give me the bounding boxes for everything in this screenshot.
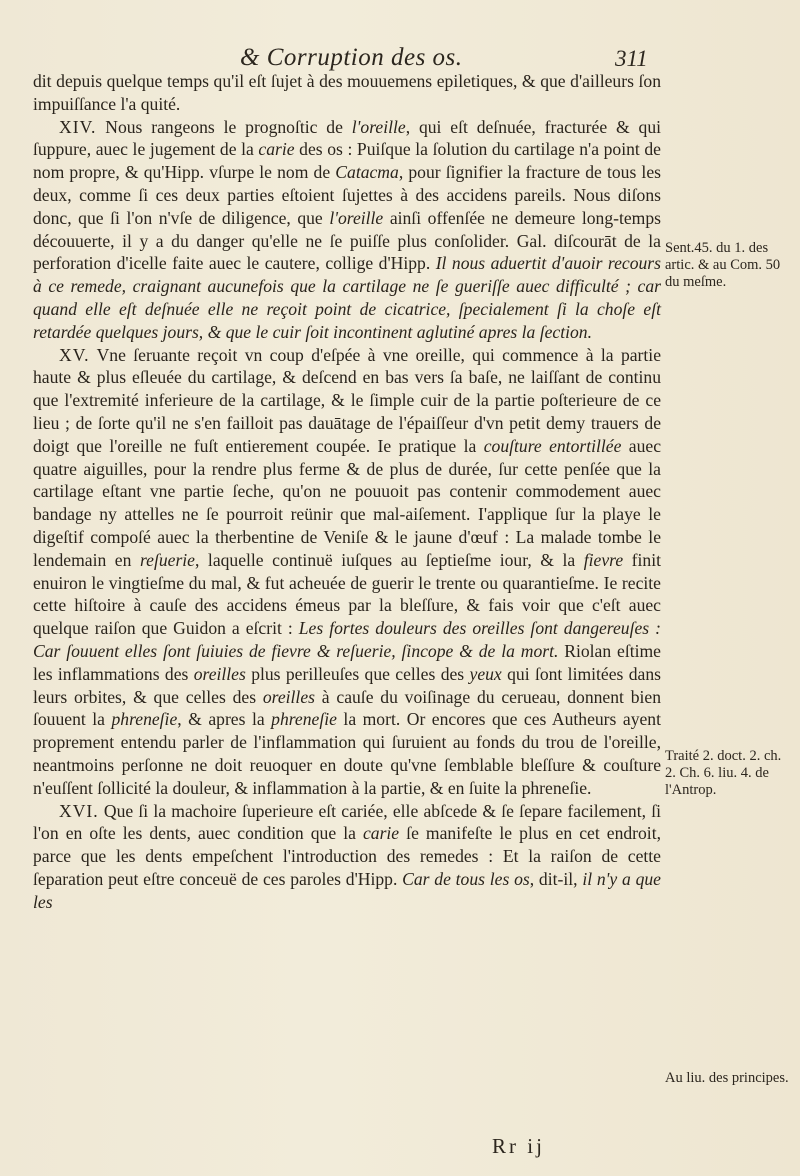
text-run: Riolan eſtime les inflammations des [33,640,661,684]
italic-quotation: Les fortes douleurs des oreilles ſont dangereuſes : Car ſouuent elles ſont ſuiuies de fievre & reſuerie, ſincope & de la mort. [33,618,662,661]
text-run: ainſi offenſée ne demeure long-temps découuerte, il y a du danger qu'elle ne ſe puiſſe plus conſolider. Gal. diſcourāt de la perforation d'icelle faite auec le cautere, collige d'Hipp. [33,207,661,274]
italic-run: phreneſie [271,709,337,730]
text-run: Nous rangeons le prognoſtic de [96,116,352,137]
text-run: plus perilleuſes que celles des [245,663,470,684]
italic-run: fievre [583,549,624,570]
italic-run: il n'y a que les [33,868,661,912]
text-run: , & apres la [177,709,272,730]
text-run: , laquelle continuë iuſques au ſeptieſme iour, & la [195,549,584,570]
text-run: à cauſe du voiſinage du cerueau, donnent bien ſouuent la [33,686,661,730]
italic-run: oreilles [262,686,315,707]
italic-run: phreneſie [111,709,178,730]
italic-run: Catacma [335,162,399,183]
signature-mark: Rr ij [492,1134,545,1158]
text-run: auec quatre aiguilles, pour la rendre plus ferme & de plus de durée, ſur cette penſée que la cartilage eſtant vne partie ſeche, qu'on ne pouuoit pas contenir commodement auec bandage ny attelles ne ſe pourroit reünir que mal-aiſement. I'applique ſur la playe le digeſtif compoſé auec la therbentine de Veniſe & le jaune d'œuf : La malade tombe le lendemain en [33,435,661,570]
italic-quotation: Il nous aduertit d'auoir recours à ce remede, craignant aucunefois que la cartilage ne ſe gueriſſe auec difficulté ; car quand elle eſt deſnuée elle ne reçoit point de cicatrice, ſpecialement ſi la choſe eſt retardée quelques jours, & que le cuir ſoit incontinent aglutiné apres la ſection. [33,253,662,342]
italic-run: Car de tous les os [402,868,530,889]
main-text [33,70,661,913]
margin-note-traite-2: Traité 2. doct. 2. ch. 2. Ch. 6. liu. 4. de l'Antrop. [665,748,782,798]
text-run: qui ſont limitées dans leurs orbites, & que celles des [33,663,661,707]
section-number: XV. [59,344,90,365]
text-run: la mort. Or encores que ces Autheurs ayent proprement entendu parler de l'inflammation qui ſuruient au fonds du trou de l'oreille, neantmoins perſonne ne doit reuoquer en doute qu'vne ſemblable bleſſure & couſture n'euſſent ſollicité la douleur, & inflammation à la partie, & en ſuite la phreneſie. [33,709,661,798]
text-run: des os : Puiſque la ſolution du cartilage n'a point de nom propre, & qu'Hipp. vſurpe le nom de [33,139,661,183]
text-run: , dit-il, [529,868,583,889]
running-title: & Corruption des os. [240,44,463,71]
italic-run: oreilles [193,663,246,684]
text-run: , qui eſt deſnuée, fracturée & qui ſuppure, auec le jugement de la [33,116,662,160]
text-run: Que ſi la machoire ſuperieure eſt cariée, elle abſcede & ſe ſepare facilement, ſi l'on en oſte les dents, auec condition que la [33,800,661,844]
section-number: XIV. [59,116,97,137]
text-run: Vne ſeruante reçoit vn coup d'eſpée à vne oreille, qui commence à la partie haute & plus eſleuée du cartilage, & deſcend en bas vers ſa baſe, ne laiſſant de continu que l'extremité inferieure de la cartilage, & le ſimple cuir de la partie poſterieure de ce lieu ; de ſorte qu'il ne s'en failloit pas dauātage de l'épaiſſeur d'vn petit demy trauers de doigt que l'oreille ne fuſt entierement coupée. Ie pratique la [33,344,661,456]
paragraph-xvi [33,800,661,914]
section-number: XVI. [59,800,99,821]
text-run: , pour ſignifier la fracture de tous les deux, comme ſi ces deux parties eſtoient ſujettes à des accidens pareils. Nous diſons donc, que ſi l'on n'vſe de diligence, que [33,162,661,228]
italic-run: l'oreille [351,116,406,137]
text-run: finit enuiron le vingtieſme du mal, & fut acheuée de guerir le trente ou quarantieſme. Ie recite cette hiſtoire à cauſe des accidens émeus par la bleſſure, & fais voir que c'eſt auec quelque raiſon que Guidon a eſcrit : [33,549,662,639]
paragraph-continuation: dit depuis quelque temps qu'il eſt ſujet à des mouuemens epiletiques, & que d'ailleurs ſon impuiſſance l'a quité. [33,71,661,114]
page-number: 311 [615,46,648,71]
italic-run: yeux [469,663,502,684]
margin-note-principes: Au liu. des principes. [665,1070,789,1086]
italic-run: couſture entortillée [483,435,622,456]
paragraph-xv [33,344,661,800]
italic-run: carie [258,139,295,160]
paragraph-xiv [33,116,661,344]
italic-run: reſuerie [139,549,195,570]
margin-note-sent-45: Sent.45. du 1. des artic. & au Com. 50 du meſme. [665,240,781,290]
italic-run: carie [362,823,400,844]
italic-run: l'oreille [329,207,384,228]
text-run: ſe manifeſte le plus en cet endroit, parce que les dents empeſchent l'introduction des remedes : Et la raiſon de cette ſeparation peut eſtre conceuë de ces paroles d'Hipp. [33,823,661,889]
